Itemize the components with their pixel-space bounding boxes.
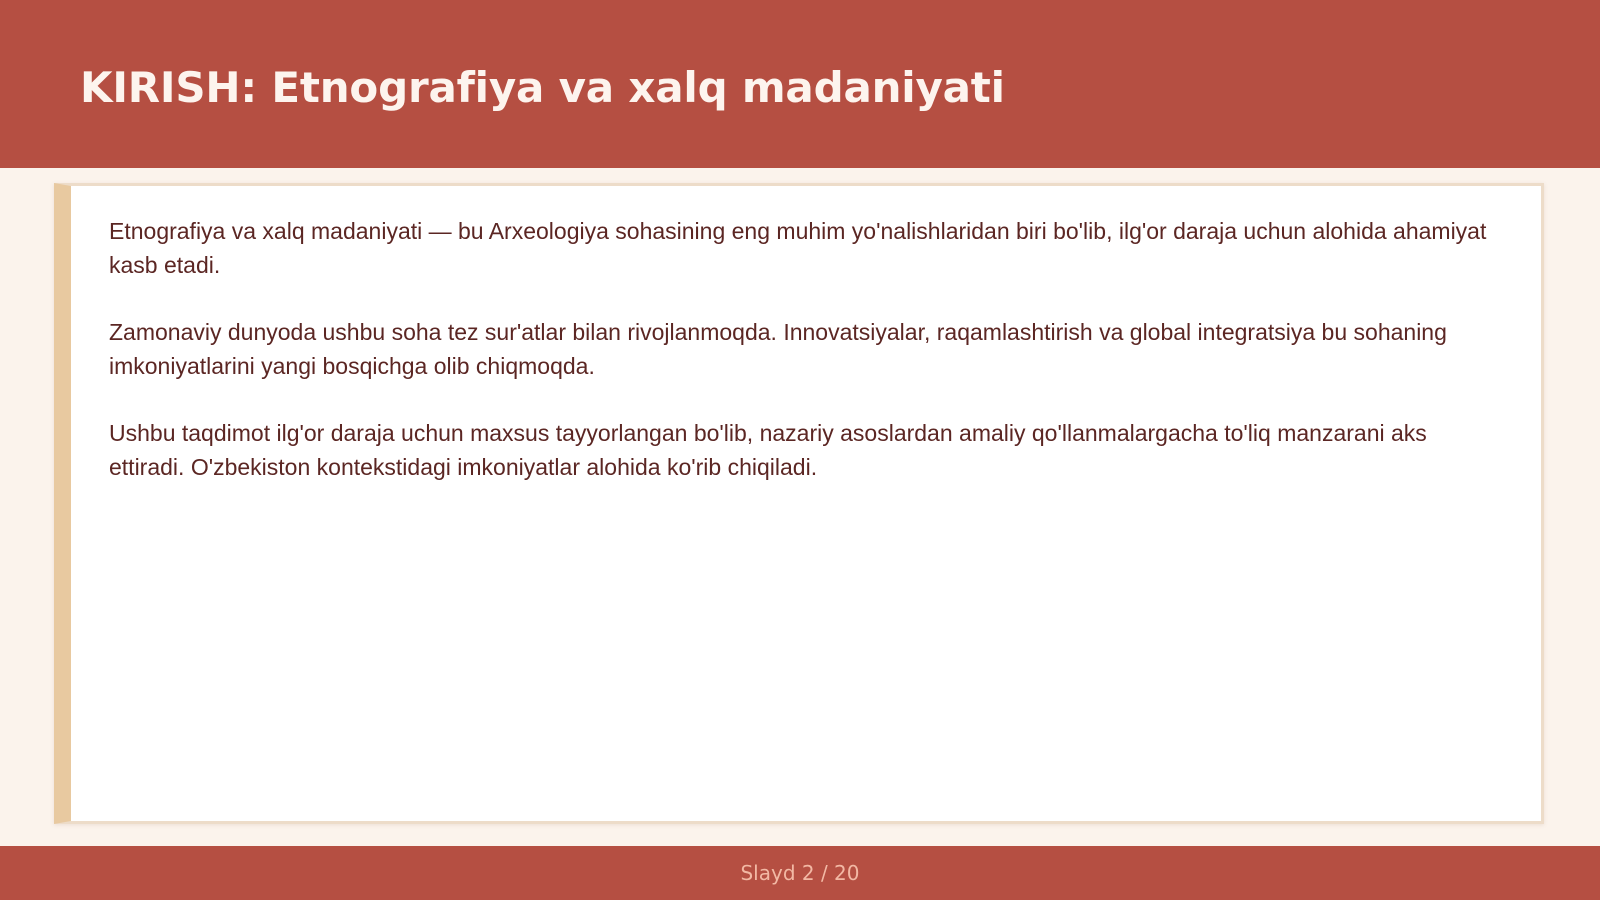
slide-footer bbox=[0, 846, 1600, 900]
paragraph-modern-world: Zamonaviy dunyoda ushbu soha tez sur'atlar bilan rivojlanmoqda. Innovatsiyalar, raqamlashtirish va global integratsiya bu sohaning imkoniyatlarini yangi bosqichga olib chiqmoqda. bbox=[109, 319, 1447, 379]
slide-number: Slayd 2 / 20 bbox=[740, 861, 860, 885]
content-body bbox=[109, 214, 1501, 517]
slide-header bbox=[0, 0, 1600, 168]
slide-title: KIRISH: Etnografiya va xalq madaniyati bbox=[80, 63, 1005, 112]
paragraph-presentation-scope: Ushbu taqdimot ilg'or daraja uchun maxsus tayyorlangan bo'lib, nazariy asoslardan amaliy qo'llanmalargacha to'liq manzarani aks ettiradi. O'zbekiston kontekstidagi imkoniyatlar alohida ko'rib chiqiladi. bbox=[109, 420, 1427, 480]
content-card bbox=[54, 183, 1544, 824]
paragraph-intro: Etnografiya va xalq madaniyati — bu Arxeologiya sohasining eng muhim yo'nalishlaridan biri bo'lib, ilg'or daraja uchun alohida ahamiyat kasb etadi. bbox=[109, 218, 1487, 278]
